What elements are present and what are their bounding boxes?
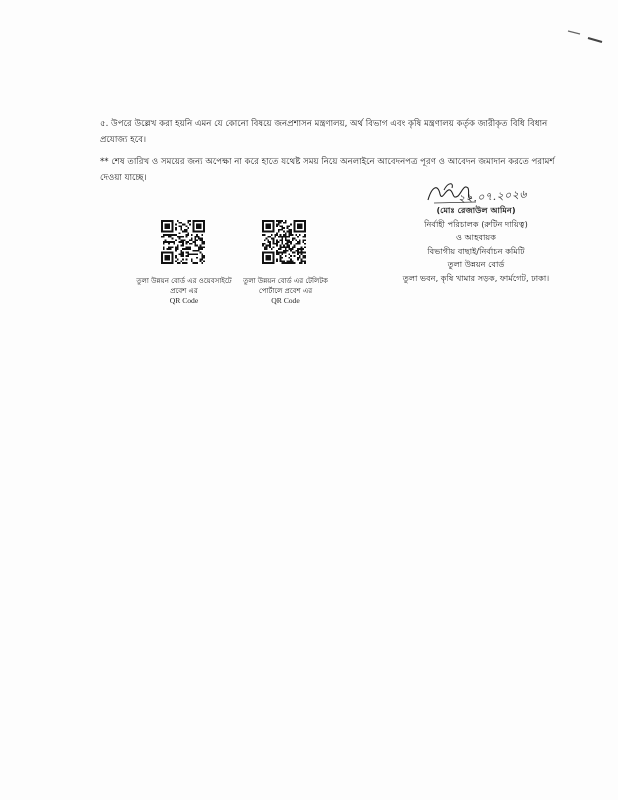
signatory-address: তুলা ভবন, কৃষি খামার সড়ক, ফার্মগেট, ঢাকা। xyxy=(402,272,550,283)
website-qr-code[interactable] xyxy=(161,220,205,264)
signature-date: ২২.০৭.২০২৬ xyxy=(457,187,528,206)
signatory-block xyxy=(362,204,590,285)
clause-5-paragraph: ৫. উপরে উল্লেখ করা হয়নি এমন যে কোনো বিষয়ে জনপ্রশাসন মন্ত্রণালয়, অর্থ বিভাগ এবং কৃষি মন্ত্রণালয় কর্তৃক জারীকৃত বিধি বিধান প্রযোজ্য হবে। xyxy=(100,119,548,145)
signatory-role: ও আহবায়ক xyxy=(456,232,496,242)
teletalk-qr-caption xyxy=(238,276,333,306)
scan-artifact-mark xyxy=(566,28,606,46)
website-qr-label: QR Code xyxy=(169,296,199,305)
website-qr-caption xyxy=(128,276,240,306)
signatory-title: নির্বাহী পরিচালক (রুটিন দায়িত্ব) xyxy=(424,218,528,229)
advisory-note-paragraph: ** শেষ তারিখ ও সময়ের জন্য অপেক্ষা না করে হাতে যথেষ্ট সময় নিয়ে অনলাইনে আবেদনপত্র পূরণ ও আবেদন জমাদান করতে পরামর্শ দেওয়া যাচ্ছে। xyxy=(100,157,555,183)
teletalk-qr-caption-text: তুলা উন্নয়ন বোর্ড এর টেলিটক পোর্টালে প্রবেশ এর xyxy=(243,277,328,295)
signatory-committee: বিভাগীয় বাছাই/নির্বাচন কমিটি xyxy=(427,245,525,256)
signatory-organization: তুলা উন্নয়ন বোর্ড xyxy=(447,259,505,269)
website-qr-caption-text: তুলা উন্নয়ন বোর্ড এর ওয়েবসাইটে প্রবেশ এর xyxy=(136,277,232,295)
teletalk-qr-label: QR Code xyxy=(271,296,300,305)
signatory-name: (মোঃ রেজাউল আমিন) xyxy=(436,205,516,215)
teletalk-qr-code[interactable] xyxy=(262,220,306,264)
